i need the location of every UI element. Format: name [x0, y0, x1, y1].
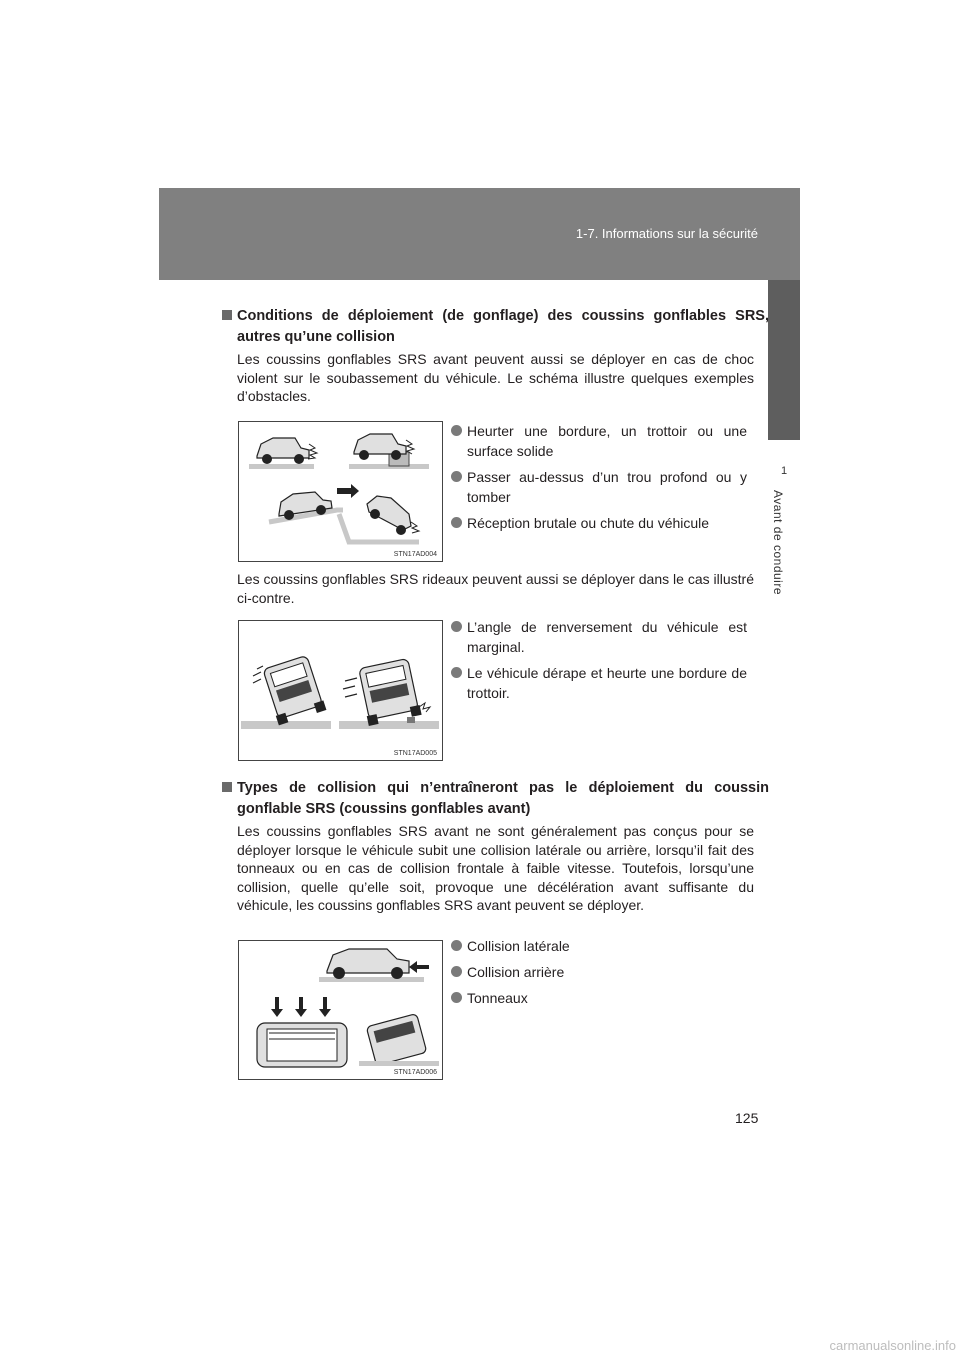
list-item: Passer au-dessus d’un trou profond ou y tomber	[451, 467, 747, 507]
bullet-icon	[451, 940, 462, 951]
list-item: Collision arrière	[451, 962, 747, 982]
header-bar	[159, 188, 800, 280]
bullet-icon	[451, 517, 462, 528]
bullet-icon	[451, 966, 462, 977]
paragraph-curtain-airbags: Les coussins gonflables SRS rideaux peuvent aussi se déployer dans le cas illustré ci-contre.	[237, 571, 754, 606]
side-tab	[768, 280, 800, 440]
figure-code: STN17AD006	[393, 1069, 437, 1076]
side-tab-label: Avant de conduire	[771, 490, 785, 596]
side-tab-number: 1	[780, 465, 788, 477]
square-bullet-icon	[222, 310, 232, 320]
figure-code: STN17AD004	[393, 551, 437, 558]
list-item: L’angle de renversement du véhicule est marginal.	[451, 617, 747, 657]
paragraph-front-airbags-underbody: Les coussins gonflables SRS avant peuvent aussi se déployer en cas de choc violent sur le soubassement du véhicule. Le schéma illustre quelques exemples d’obstacles.	[237, 351, 754, 404]
square-bullet-icon	[222, 782, 232, 792]
figure-obstacles	[238, 421, 443, 562]
figure-collision-types	[238, 940, 443, 1080]
rollover-illustration	[239, 621, 442, 760]
section-title: 1-7. Informations sur la sécurité	[575, 226, 758, 241]
list-item: Tonneaux	[451, 988, 747, 1008]
list-item: Collision latérale	[451, 936, 747, 956]
page-number: 125	[735, 1110, 759, 1126]
list-item: Le véhicule dérape et heurte une bordure de trottoir.	[451, 663, 747, 703]
figure-rollover	[238, 620, 443, 761]
figure-code: STN17AD005	[393, 750, 437, 757]
bullet-list-collision-types	[451, 936, 747, 1014]
list-item: Réception brutale ou chute du véhicule	[451, 513, 747, 533]
watermark: carmanualsonline.info	[829, 1338, 956, 1353]
bullet-list-obstacles	[451, 421, 747, 539]
bullet-icon	[451, 992, 462, 1003]
bullet-icon	[451, 667, 462, 678]
section-heading-non-deployment: Types de collision qui n’entraîneront pas le déploiement du coussin gonflable SRS (coussins gonflables avant)	[222, 778, 769, 820]
paragraph-front-airbags-not-designed: Les coussins gonflables SRS avant ne sont généralement pas conçus pour se déployer lorsque le véhicule subit une collision latérale ou arrière, lorsqu’il fait des tonneaux ou en cas de collision frontale à faible vitesse. Toutefois, lorsqu’une collision, quelle qu’elle soit, provoque une décélération avant suffisante du véhicule, les coussins gonflables SRS avant peuvent se déployer.	[237, 823, 754, 913]
collision-types-illustration	[239, 941, 442, 1079]
section-heading-deployment-conditions: Conditions de déploiement (de gonflage) des coussins gonflables SRS, autres qu’une collision	[222, 306, 769, 348]
bullet-icon	[451, 471, 462, 482]
bullet-list-rollover	[451, 617, 747, 709]
bullet-icon	[451, 621, 462, 632]
bullet-icon	[451, 425, 462, 436]
list-item: Heurter une bordure, un trottoir ou une surface solide	[451, 421, 747, 461]
obstacle-illustration	[239, 422, 442, 561]
